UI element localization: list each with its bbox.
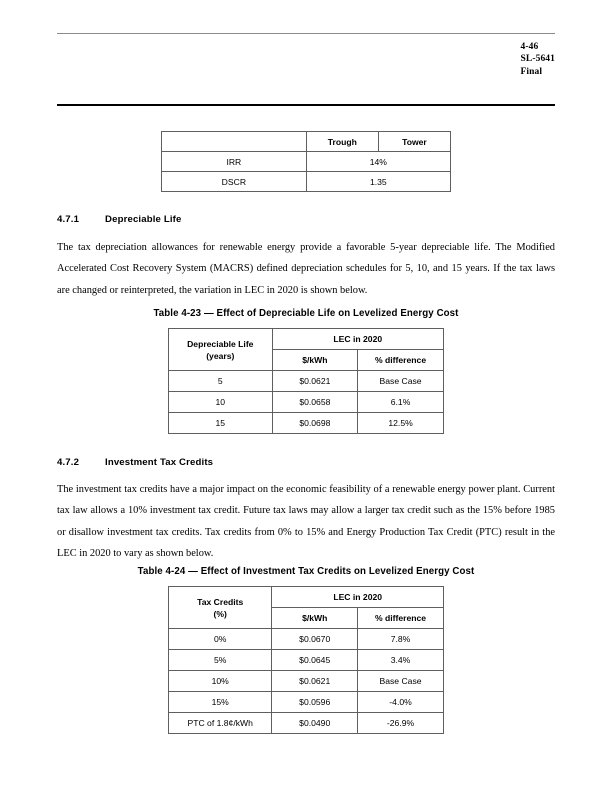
- header-cell-lec-group: LEC in 2020: [272, 329, 443, 350]
- header-cell-percent-difference: % difference: [358, 350, 444, 371]
- caption-table-4-24: Table 4-24 — Effect of Investment Tax Credits on Levelized Energy Cost: [137, 566, 475, 577]
- cell-difference: -4.0%: [358, 692, 444, 713]
- section-title-4-7-2: Investment Tax Credits: [105, 457, 214, 468]
- header-cell-tower: Tower: [378, 132, 450, 152]
- row-value-dscr: 1.35: [306, 172, 450, 192]
- cell-cost: $0.0621: [272, 371, 358, 392]
- row-label-irr: IRR: [162, 152, 307, 172]
- header-page-number: 4-46: [520, 42, 539, 52]
- cell-difference: -26.9%: [358, 713, 444, 734]
- section-heading-4-7-1: [57, 214, 182, 225]
- paragraph-4-7-1: The tax depreciation allowances for renewable energy provide a favorable 5-year depreciable life. The Modified Accelerated Cost Recovery System (MACRS) defined depreciation schedules for 5, 10, and 15 years. If the tax laws are changed or reinterpreted, the variation in LEC in 2020 is shown below.: [57, 242, 555, 296]
- header-line-1: Depreciable Life: [187, 338, 254, 349]
- cell-difference: 12.5%: [358, 413, 444, 434]
- header-cell-depreciable-life: [169, 329, 273, 371]
- paragraph-4-7-2: The investment tax credits have a major impact on the economic feasibility of a renewable energy power plant. Current tax law allows a 10% investment tax credit. Future tax laws may allow a larger tax credit such as the 15% before 1985 or disallow investment tax credits. Tax credits from 0% to 15% and Energy Production Tax Credit (PTC) result in the LEC in 2020 to vary as shown below.: [57, 484, 555, 559]
- header-line-2: (%): [213, 608, 227, 619]
- table-row: [169, 392, 444, 413]
- cell-credit: 10%: [169, 671, 272, 692]
- cell-credit: 0%: [169, 629, 272, 650]
- table-row: [169, 371, 444, 392]
- table-row-header-top: [169, 329, 444, 350]
- header-cell-cost-per-kwh: $/kWh: [272, 608, 358, 629]
- table-row-header-top: [169, 587, 444, 608]
- cell-difference: 7.8%: [358, 629, 444, 650]
- table-row: [169, 650, 444, 671]
- header-cell-percent-difference: % difference: [358, 608, 444, 629]
- table-row: [169, 413, 444, 434]
- header-status: Final: [520, 66, 543, 77]
- cell-difference: 6.1%: [358, 392, 444, 413]
- table-row: [162, 172, 451, 192]
- table-irr-dscr: [161, 131, 451, 192]
- caption-table-4-23: Table 4-23 — Effect of Depreciable Life on Levelized Energy Cost: [153, 308, 459, 319]
- section-number-4-7-1: 4.7.1: [57, 214, 80, 225]
- header-cell-cost-per-kwh: $/kWh: [272, 350, 358, 371]
- header-cell-lec-group: LEC in 2020: [272, 587, 444, 608]
- table-row: [162, 152, 451, 172]
- cell-life: 5: [169, 371, 273, 392]
- table-row: [169, 692, 444, 713]
- header-bottom-rule: [57, 104, 555, 106]
- table-4-23: [168, 328, 444, 434]
- header-cell-trough: Trough: [306, 132, 378, 152]
- cell-cost: $0.0490: [272, 713, 358, 734]
- cell-cost: $0.0596: [272, 692, 358, 713]
- header-top-rule: [57, 33, 555, 34]
- header-cell-blank: [162, 132, 307, 152]
- cell-cost: $0.0698: [272, 413, 358, 434]
- table-row: [169, 671, 444, 692]
- cell-credit: 15%: [169, 692, 272, 713]
- cell-cost: $0.0645: [272, 650, 358, 671]
- table-4-24: [168, 586, 444, 734]
- page-header-block: [521, 41, 555, 78]
- section-heading-4-7-2: [57, 457, 213, 468]
- row-value-irr: 14%: [306, 152, 450, 172]
- cell-life: 15: [169, 413, 273, 434]
- cell-credit: PTC of 1.8¢/kWh: [169, 713, 272, 734]
- cell-difference: Base Case: [358, 671, 444, 692]
- table-row: [169, 713, 444, 734]
- cell-life: 10: [169, 392, 273, 413]
- section-number-4-7-2: 4.7.2: [57, 457, 80, 468]
- header-cell-tax-credits: [169, 587, 272, 629]
- header-project-number: SL-5641: [520, 54, 555, 65]
- cell-credit: 5%: [169, 650, 272, 671]
- cell-cost: $0.0621: [272, 671, 358, 692]
- header-line-2: (years): [206, 350, 235, 361]
- cell-difference: 3.4%: [358, 650, 444, 671]
- cell-cost: $0.0670: [272, 629, 358, 650]
- section-title-4-7-1: Depreciable Life: [105, 214, 182, 225]
- header-line-1: Tax Credits: [197, 596, 244, 607]
- row-label-dscr: DSCR: [162, 172, 307, 192]
- cell-difference: Base Case: [358, 371, 444, 392]
- table-row: [169, 629, 444, 650]
- table-row-header: [162, 132, 451, 152]
- cell-cost: $0.0658: [272, 392, 358, 413]
